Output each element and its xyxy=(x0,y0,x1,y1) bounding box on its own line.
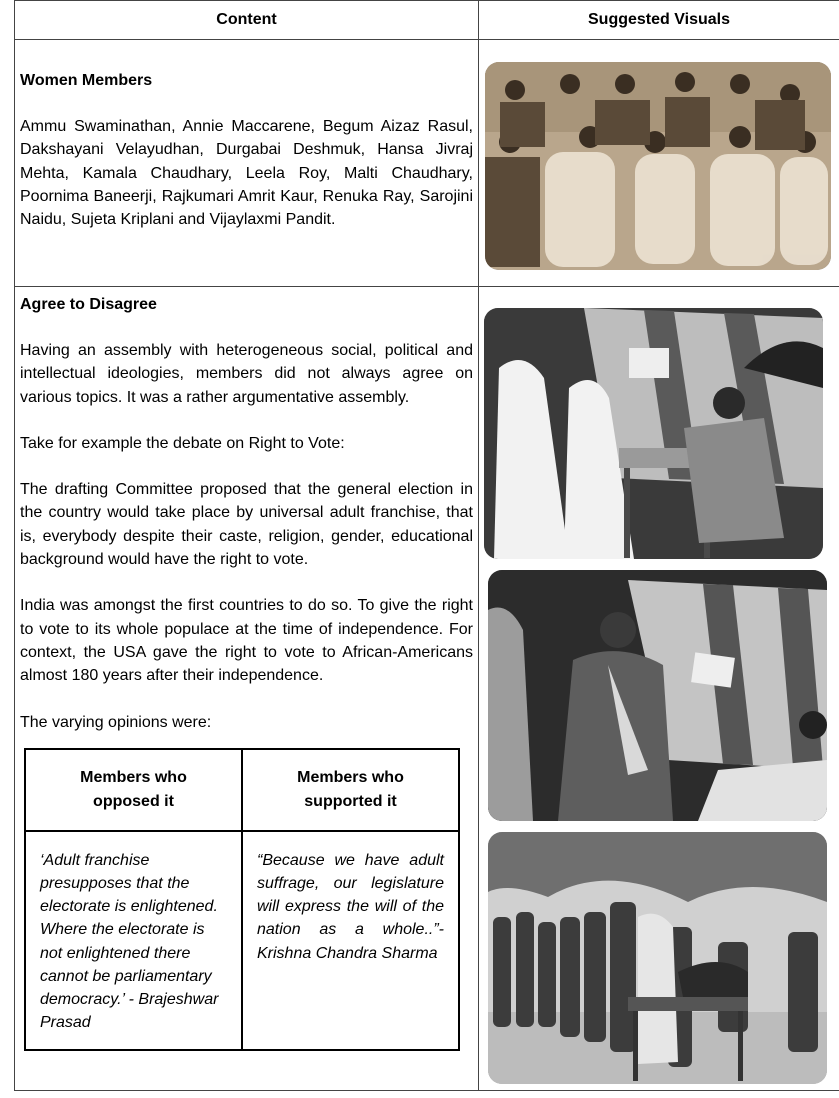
agree-disagree-title: Agree to Disagree xyxy=(20,296,157,313)
paragraph-4: India was amongst the first countries to do so. To give the right to vote to its whole populace at the time of independence. For context, the USA gave the right to vote to African-Americans almost 180 years after their independence. xyxy=(20,597,473,685)
paragraph-2: Take for example the debate on Right to Vote: xyxy=(20,434,345,452)
header-row xyxy=(15,1,839,40)
paragraph-5: The varying opinions were: xyxy=(20,713,212,731)
visuals-header: Suggested Visuals xyxy=(479,1,839,40)
women-members-title: Women Members xyxy=(20,72,153,89)
voter-queue-photo xyxy=(488,832,827,1084)
paragraph-1: Having an assembly with heterogeneous social, political and intellectual ideologies, members did not always agree on various topics. It was a rather argumentative assembly. xyxy=(20,342,473,406)
paragraph-3: The drafting Committee proposed that the general election in the country would take place by universal adult franchise, that is, everybody despite their caste, religion, gender, educational background would have the right to vote. xyxy=(20,481,473,569)
supported-header: Members who supported it xyxy=(242,749,459,831)
agree-disagree-cell xyxy=(15,287,479,1091)
women-members-cell xyxy=(15,40,479,287)
content-header: Content xyxy=(15,1,479,40)
voting-booth-photo xyxy=(484,308,823,559)
supported-quote: “Because we have adult suffrage, our legislature will express the will of the nation as a whole..”- Krishna Chandra Sharma xyxy=(242,831,459,1050)
opposed-quote: ‘Adult franchise presupposes that the electorate is enlightened. Where the electorate is not enlightened there cannot be parliamentary democracy.’ - Brajeshwar Prasad xyxy=(25,831,242,1050)
opposed-header: Members who opposed it xyxy=(25,749,242,831)
opinions-table xyxy=(24,748,460,1051)
voter-photo xyxy=(488,570,827,821)
women-members-photo xyxy=(485,62,831,270)
women-members-body: Ammu Swaminathan, Annie Maccarene, Begum Aizaz Rasul, Dakshayani Velayudhan, Durgabai Deshmuk, Hansa Jivraj Mehta, Kamala Chaudhary, Leela Roy, Malti Chaudhary, Poornima Baneerji, Rajkumari Amrit Kaur, Renuka Ray, Sarojini Naidu, Sujeta Kriplani and Vijaylaxmi Pandit. xyxy=(20,118,473,229)
